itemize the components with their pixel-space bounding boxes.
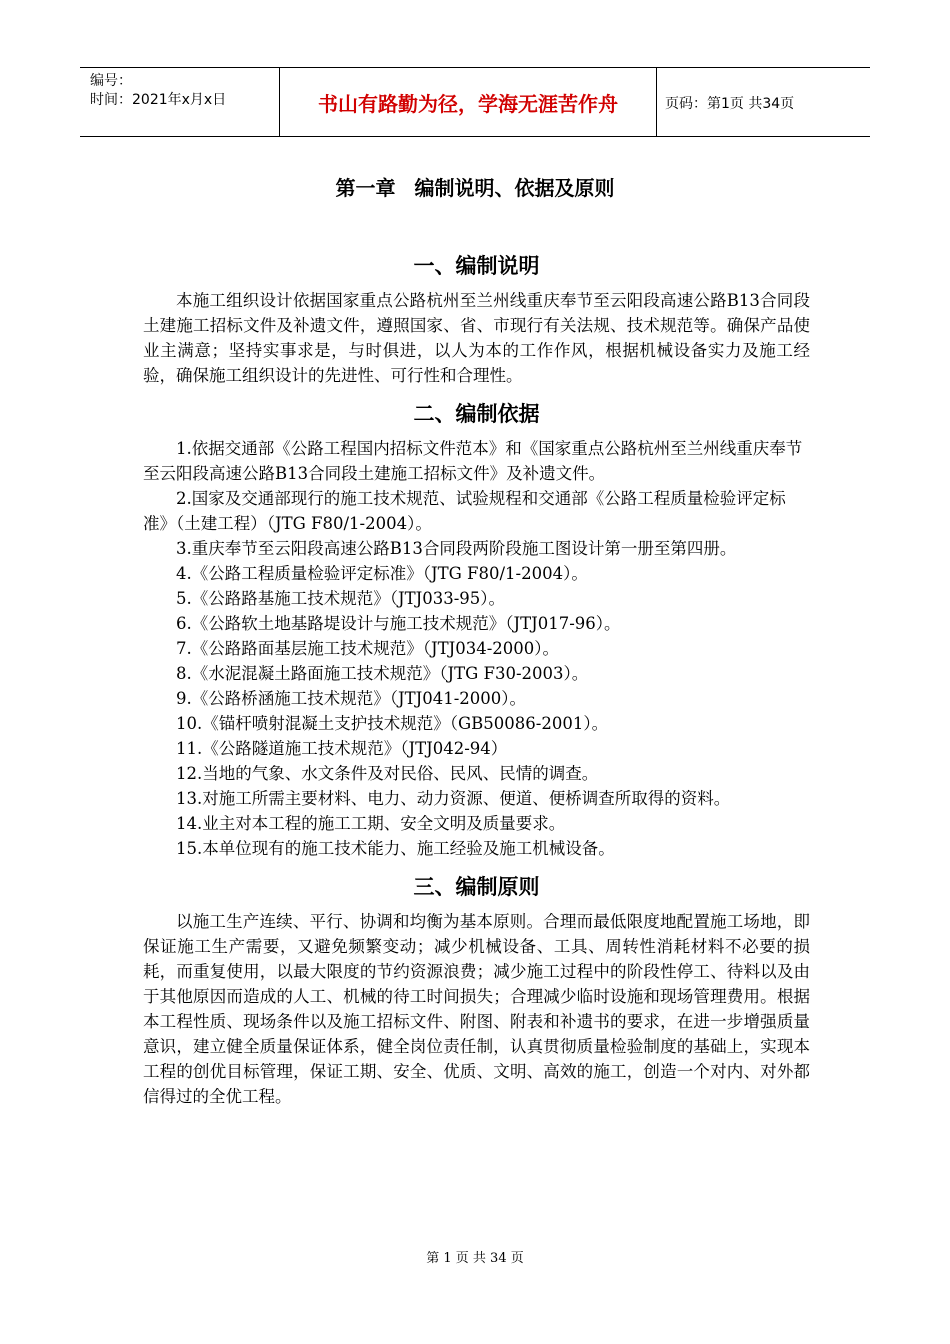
basis-item: 8.《水泥混凝土路面施工技术规范》（JTG F30-2003）。 [176, 664, 589, 683]
basis-item: 11.《公路隧道施工技术规范》（JTJ042-94） [176, 739, 508, 758]
header-page-info: 页码：第1页 共34页 [665, 96, 795, 112]
header-meta [90, 72, 226, 110]
header-motto: 书山有路勤为径，学海无涯苦作舟 [279, 68, 657, 136]
basis-item: 14.业主对本工程的施工工期、安全文明及质量要求。 [176, 814, 566, 833]
section-paragraph: 以施工生产连续、平行、协调和均衡为基本原则。合理而最低限度地配置施工场地，即保证施工生产需要，又避免频繁变动；减少机械设备、工具、周转性消耗材料不必要的损耗，而重复使用，以最大限度的节约资源浪费；减少施工过程中的阶段性停工、待料以及由于其他原因而造成的人工、机械的待工时间损失；合理减少临时设施和现场管理费用。根据本工程性质、现场条件以及施工招标文件、附图、附表和补遗书的要求，在进一步增强质量意识，建立健全质量保证体系，健全岗位责任制，认真贯彻质量检验制度的基础上，实现本工程的创优目标管理，保证工期、安全、优质、文明、高效的施工，创造一个对内、对外都信得过的全优工程。 [143, 912, 810, 1106]
section-heading: 三、编制原则 [413, 875, 540, 899]
section-explanation [143, 250, 810, 388]
section-heading: 二、编制依据 [413, 402, 540, 426]
document-body [143, 240, 810, 1109]
basis-item: 9.《公路桥涵施工技术规范》（JTJ041-2000）。 [176, 689, 527, 708]
doc-number-label: 编号： [90, 73, 132, 89]
chapter-title: 第一章 编制说明、依据及原则 [335, 176, 615, 200]
basis-item: 5.《公路路基施工技术规范》（JTJ033-95）。 [176, 589, 506, 608]
section-basis [143, 398, 810, 861]
section-paragraph: 本施工组织设计依据国家重点公路杭州至兰州线重庆奉节至云阳段高速公路B13合同段土建施工招标文件及补遗文件，遵照国家、省、市现行有关法规、技术规范等。确保产品使业主满意；坚持实事求是，与时俱进，以人为本的工作作风，根据机械设备实力及施工经验，确保施工组织设计的先进性、可行性和合理性。 [143, 291, 810, 385]
section-principles [143, 871, 810, 1109]
basis-item: 7.《公路路面基层施工技术规范》（JTJ034-2000）。 [176, 639, 560, 658]
basis-item: 10.《锚杆喷射混凝土支护技术规范》（GB50086-2001）。 [176, 714, 609, 733]
basis-item: 1.依据交通部《公路工程国内招标文件范本》和《国家重点公路杭州至兰州线重庆奉节至云阳段高速公路B13合同段土建施工招标文件》及补遗文件。 [143, 439, 803, 483]
basis-item: 4.《公路工程质量检验评定标准》（JTG F80/1-2004）。 [176, 564, 588, 583]
basis-item: 13.对施工所需主要材料、电力、动力资源、便道、便桥调查所取得的资料。 [176, 789, 731, 808]
doc-time-label: 时间：2021年x月x日 [90, 92, 227, 108]
basis-item: 2.国家及交通部现行的施工技术规范、试验规程和交通部《公路工程质量检验评定标准》（土建工程）（JTG F80/1-2004）。 [143, 489, 786, 533]
basis-item: 6.《公路软土地基路堤设计与施工技术规范》（JTJ017-96）。 [176, 614, 621, 633]
basis-item: 15.本单位现有的施工技术能力、施工经验及施工机械设备。 [176, 839, 615, 858]
basis-item: 12.当地的气象、水文条件及对民俗、民风、民情的调查。 [176, 764, 599, 783]
section-heading: 一、编制说明 [413, 254, 540, 278]
page-footer: 第 1 页 共 34 页 [426, 1251, 524, 1266]
basis-item: 3.重庆奉节至云阳段高速公路B13合同段两阶段施工图设计第一册至第四册。 [176, 539, 737, 558]
page-header [80, 67, 870, 137]
